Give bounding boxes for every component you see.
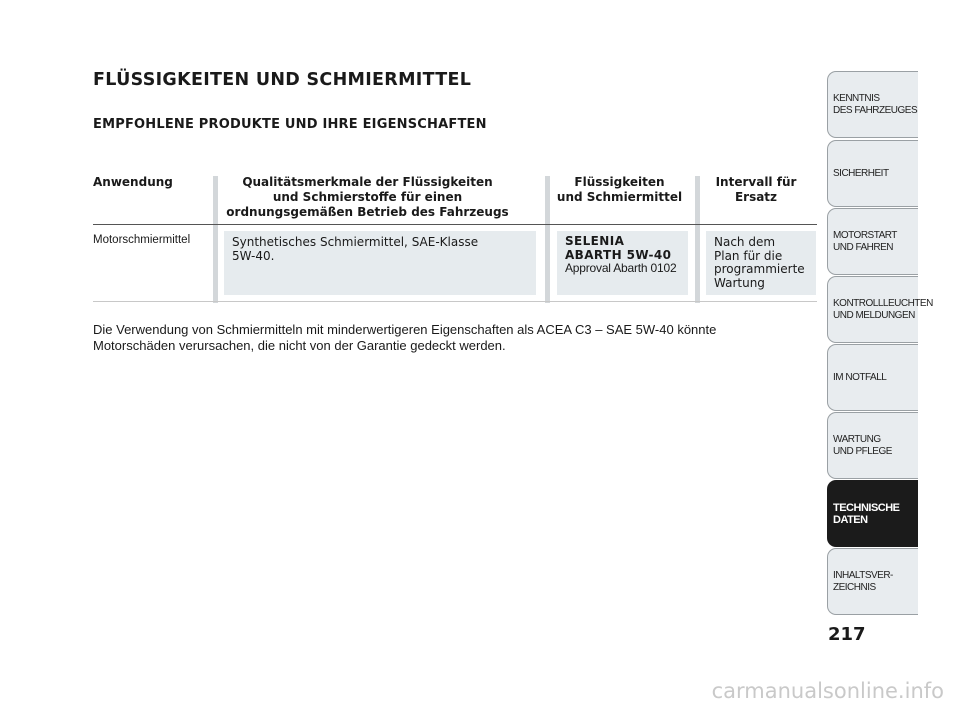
table-bottom-rule: [93, 301, 817, 302]
page-number: 217: [828, 624, 866, 645]
cell-interval: [714, 236, 805, 290]
side-tab-label: WARTUNG UND PFLEGE: [833, 433, 892, 457]
cell-interval-line: Plan für die: [714, 248, 783, 263]
side-tab-label: SICHERHEIT: [833, 167, 889, 179]
column-divider: [213, 176, 218, 303]
header-application: Anwendung: [93, 175, 173, 189]
side-tab-label: INHALTSVER- ZEICHNIS: [833, 569, 893, 593]
side-tab-kontrollleuchten[interactable]: [827, 276, 933, 343]
header-quality-line: Qualitätsmerkmale der Flüssigkeiten: [242, 175, 493, 189]
cell-product: [565, 235, 676, 276]
product-name: SELENIA: [565, 234, 625, 248]
header-fluids-line: und Schmiermittel: [556, 190, 683, 204]
cell-application: Motorschmiermittel: [93, 234, 191, 246]
side-tab-kenntnis[interactable]: [827, 71, 918, 138]
page-title: FLÜSSIGKEITEN UND SCHMIERMITTEL: [93, 70, 472, 90]
side-tab-inhaltsverzeichnis[interactable]: [827, 548, 918, 615]
cell-quality-line: 5W-40.: [232, 248, 275, 263]
cell-quality: [232, 236, 478, 263]
product-name: ABARTH 5W-40: [565, 247, 672, 262]
side-tab-label: TECHNISCHE DATEN: [833, 501, 900, 526]
side-tab-label: MOTORSTART UND FAHREN: [833, 229, 897, 253]
warning-note-line: Die Verwendung von Schmiermitteln mit minderwertigeren Eigenschaften als ACEA C3 – SAE 5W-40 könnte: [93, 322, 717, 337]
header-fluids: [552, 175, 687, 205]
side-tab-label: KENNTNIS DES FAHRZEUGES: [833, 92, 918, 116]
watermark: carmanualsonline.info: [711, 679, 944, 703]
side-tab-motorstart[interactable]: [827, 208, 918, 275]
cell-interval-line: programmierte: [714, 262, 805, 276]
column-divider: [695, 176, 700, 303]
header-quality-line: und Schmierstoffe für einen: [272, 190, 463, 204]
side-tab-label: IM NOTFALL: [833, 371, 887, 383]
warning-note-line: Motorschäden verursachen, die nicht von der Garantie gedeckt werden.: [93, 338, 506, 353]
cell-interval-line: Nach dem: [714, 235, 776, 249]
side-tab-label: KONTROLLLEUCHTEN UND MELDUNGEN: [833, 297, 933, 321]
header-fluids-line: Flüssigkeiten: [574, 175, 665, 189]
product-approval: Approval Abarth 0102: [565, 261, 677, 275]
section-subtitle: EMPFOHLENE PRODUKTE UND IHRE EIGENSCHAFTEN: [93, 117, 487, 132]
header-quality-line: ordnungsgemäßen Betrieb des Fahrzeugs: [226, 205, 509, 219]
side-tab-notfall[interactable]: [827, 344, 918, 411]
cell-interval-line: Wartung: [714, 275, 765, 290]
cell-quality-line: Synthetisches Schmiermittel, SAE-Klasse: [232, 235, 479, 249]
header-interval-line: Ersatz: [734, 190, 778, 204]
header-interval: [700, 175, 812, 205]
header-interval-line: Intervall für: [715, 175, 797, 189]
side-tab-technische-daten[interactable]: [827, 480, 918, 547]
header-rule: [93, 224, 817, 225]
side-tab-sicherheit[interactable]: [827, 140, 918, 207]
side-tab-wartung[interactable]: [827, 412, 918, 479]
header-quality: [225, 175, 510, 220]
column-divider: [545, 176, 550, 303]
warning-note: [93, 322, 793, 354]
